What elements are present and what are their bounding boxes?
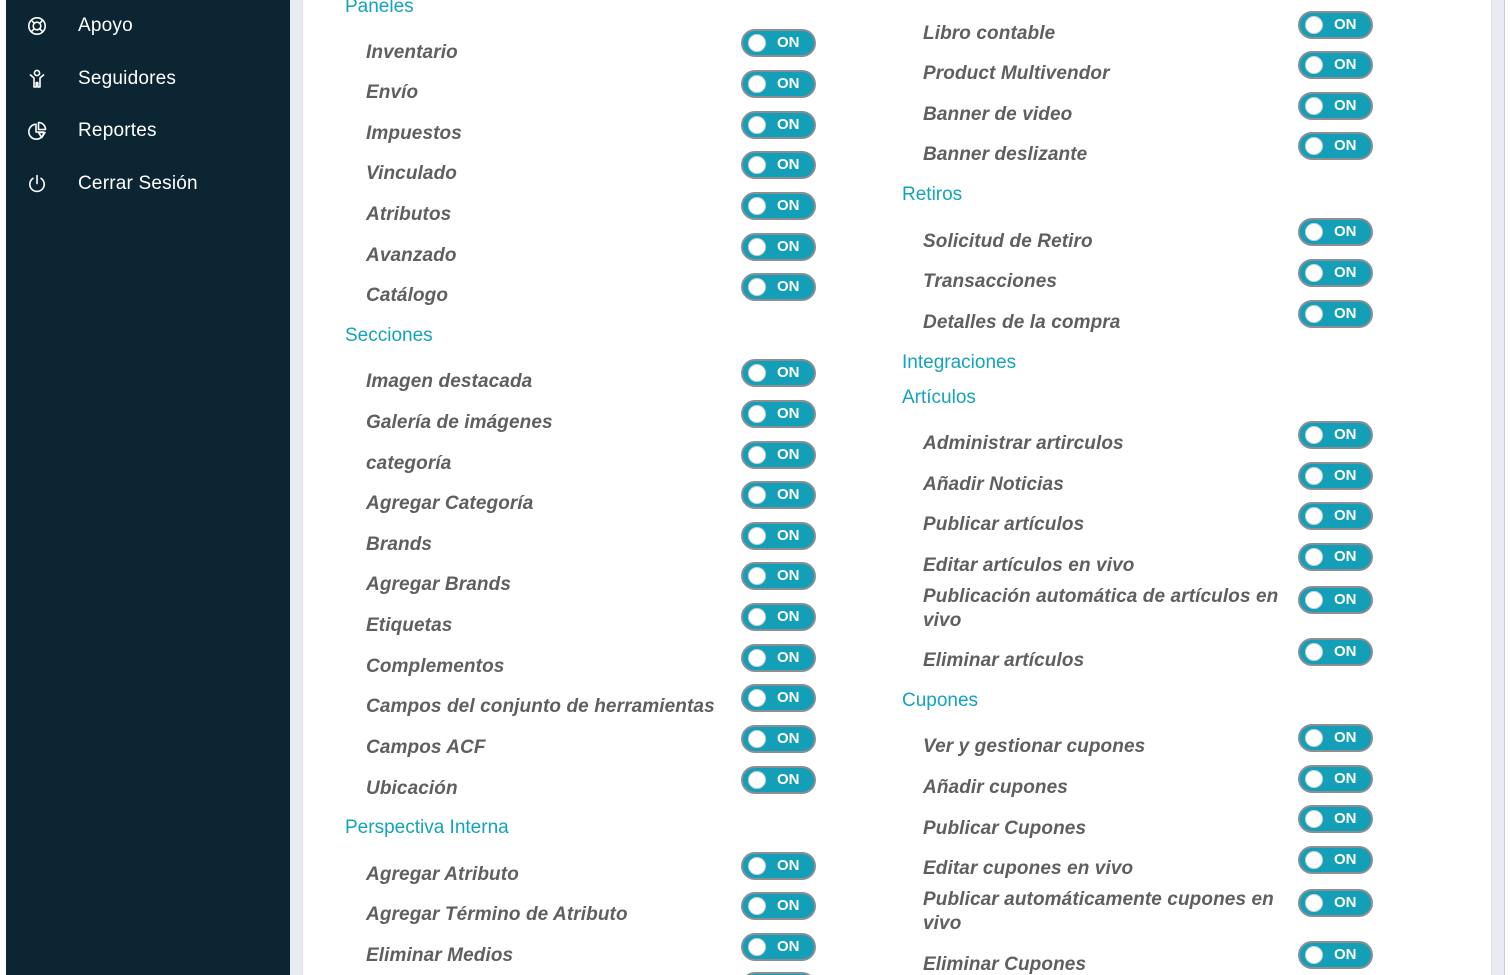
- permission-label: Agregar Categoría: [366, 493, 534, 514]
- permission-label: Añadir Noticias: [923, 474, 1064, 495]
- permission-toggle-anadir-cupones[interactable]: [1298, 765, 1373, 793]
- permission-label: Banner deslizante: [923, 144, 1088, 165]
- toggle-knob: [748, 857, 766, 875]
- toggle-knob: [748, 34, 766, 52]
- permission-toggle-impuestos[interactable]: [741, 111, 816, 139]
- permission-toggle-publicar-auto-cupones[interactable]: [1298, 889, 1373, 917]
- toggle-state: ON: [777, 405, 800, 422]
- toggle-state: ON: [1334, 810, 1357, 827]
- toggle-state: ON: [1334, 56, 1357, 73]
- permission-label: Avanzado: [366, 245, 457, 266]
- sidebar-item-reportes[interactable]: [6, 109, 290, 153]
- toggle-knob: [748, 405, 766, 423]
- permission-toggle-ubicacion[interactable]: [741, 766, 816, 794]
- permission-toggle-agregar-categoria[interactable]: [741, 481, 816, 509]
- permission-label: Ver y gestionar cupones: [923, 736, 1146, 757]
- toggle-state: ON: [777, 278, 800, 295]
- toggle-knob: [748, 649, 766, 667]
- permission-toggle-transacciones[interactable]: [1298, 259, 1373, 287]
- toggle-knob: [1305, 426, 1323, 444]
- permission-label: Eliminar Cupones: [923, 954, 1087, 975]
- toggle-knob: [1305, 894, 1323, 912]
- permission-toggle-editar-articulos[interactable]: [1298, 543, 1373, 571]
- toggle-knob: [1305, 729, 1323, 747]
- permission-toggle-publicacion-automatica-articulos[interactable]: [1298, 586, 1373, 614]
- toggle-state: ON: [1334, 548, 1357, 565]
- sidebar-item-apoyo[interactable]: [6, 4, 290, 48]
- toggle-knob: [748, 486, 766, 504]
- section-heading-cupones: Cupones: [902, 690, 979, 711]
- permission-toggle-agregar-brands[interactable]: [741, 562, 816, 590]
- permission-toggle-inventario[interactable]: [741, 29, 816, 57]
- permission-label: Eliminar artículos: [923, 650, 1085, 671]
- permission-toggle-eliminar-articulos[interactable]: [1298, 638, 1373, 666]
- toggle-knob: [1305, 548, 1323, 566]
- permission-label: Brands: [366, 534, 433, 555]
- permission-label: Publicar automáticamente cupones en vivo: [923, 889, 1274, 934]
- permission-toggle-eliminar-medios[interactable]: [741, 933, 816, 961]
- toggle-knob: [748, 897, 766, 915]
- toggle-state: ON: [777, 156, 800, 173]
- permission-toggle-banner-deslizante[interactable]: [1298, 132, 1373, 160]
- toggle-state: ON: [1334, 223, 1357, 240]
- toggle-state: ON: [777, 34, 800, 51]
- toggle-state: ON: [777, 730, 800, 747]
- toggle-knob: [1305, 56, 1323, 74]
- permission-toggle-ver-cupones[interactable]: [1298, 724, 1373, 752]
- toggle-knob: [1305, 851, 1323, 869]
- toggle-knob: [748, 116, 766, 134]
- permission-label: Imagen destacada: [366, 371, 533, 392]
- toggle-state: ON: [777, 771, 800, 788]
- permission-toggle-imagen-destacada[interactable]: [741, 359, 816, 387]
- permission-label: Product Multivendor: [923, 63, 1110, 84]
- toggle-knob: [748, 689, 766, 707]
- toggle-knob: [748, 197, 766, 215]
- permission-toggle-campos-herramientas[interactable]: [741, 684, 816, 712]
- toggle-state: ON: [777, 527, 800, 544]
- permission-label: Detalles de la compra: [923, 312, 1121, 333]
- section-heading-retiros: Retiros: [902, 184, 963, 205]
- permission-toggle-catalogo[interactable]: [741, 273, 816, 301]
- permission-toggle-categoria[interactable]: [741, 441, 816, 469]
- permission-label: Editar cupones en vivo: [923, 858, 1134, 879]
- permission-label: Solicitud de Retiro: [923, 231, 1093, 252]
- toggle-knob: [748, 156, 766, 174]
- toggle-state: ON: [777, 486, 800, 503]
- toggle-knob: [1305, 137, 1323, 155]
- toggle-knob: [1305, 591, 1323, 609]
- permission-toggle-detalles-compra[interactable]: [1298, 300, 1373, 328]
- content-gutter-left: [290, 0, 303, 975]
- permission-label: categoría: [366, 453, 452, 474]
- toggle-knob: [1305, 264, 1323, 282]
- section-heading-articulos: Artículos: [902, 387, 976, 408]
- toggle-state: ON: [1334, 16, 1357, 33]
- permission-label: Libro contable: [923, 23, 1056, 44]
- permission-label: Inventario: [366, 42, 458, 63]
- permission-toggle-brands[interactable]: [741, 522, 816, 550]
- permission-label: Atributos: [366, 204, 452, 225]
- sidebar-item-seguidores[interactable]: [6, 57, 290, 101]
- permission-label: Ubicación: [366, 778, 458, 799]
- toggle-state: ON: [1334, 467, 1357, 484]
- permission-label: Complementos: [366, 656, 505, 677]
- permission-label: Campos del conjunto de herramientas: [366, 696, 715, 717]
- permission-toggle-galeria[interactable]: [741, 400, 816, 428]
- permission-label: Editar artículos en vivo: [923, 555, 1135, 576]
- permission-label: Galería de imágenes: [366, 412, 553, 433]
- permission-label: Publicación automática de artículos en vivo: [923, 586, 1279, 631]
- permission-label: Publicar Cupones: [923, 818, 1087, 839]
- toggle-state: ON: [777, 116, 800, 133]
- toggle-knob: [1305, 97, 1323, 115]
- toggle-state: ON: [777, 364, 800, 381]
- toggle-state: ON: [1334, 770, 1357, 787]
- permission-label: Publicar artículos: [923, 514, 1085, 535]
- power-icon: [26, 173, 48, 195]
- toggle-knob: [1305, 223, 1323, 241]
- toggle-state: ON: [777, 897, 800, 914]
- permission-toggle-campos-acf[interactable]: [741, 725, 816, 753]
- toggle-knob: [1305, 16, 1323, 34]
- permission-toggle-agregar-termino[interactable]: [741, 892, 816, 920]
- toggle-knob: [748, 730, 766, 748]
- permission-toggle-product-multivendor[interactable]: [1298, 51, 1373, 79]
- toggle-knob: [1305, 507, 1323, 525]
- toggle-knob: [1305, 946, 1323, 964]
- permission-toggle-atributos[interactable]: [741, 192, 816, 220]
- toggle-state: ON: [777, 446, 800, 463]
- toggle-state: ON: [1334, 643, 1357, 660]
- permission-toggle-etiquetas[interactable]: [741, 603, 816, 631]
- permission-label: Campos ACF: [366, 737, 486, 758]
- permission-label: Eliminar Medios: [366, 945, 514, 966]
- toggle-state: ON: [1334, 426, 1357, 443]
- permission-toggle-vinculado[interactable]: [741, 151, 816, 179]
- toggle-knob: [748, 527, 766, 545]
- permission-label: Etiquetas: [366, 615, 453, 636]
- sidebar-item-label: Reportes: [78, 120, 157, 141]
- permissions-panel: [303, 0, 1491, 975]
- permission-toggle-administrar-articulos[interactable]: [1298, 421, 1373, 449]
- toggle-knob: [1305, 467, 1323, 485]
- permission-toggle-complementos[interactable]: [741, 644, 816, 672]
- section-heading-secciones: Secciones: [345, 325, 433, 346]
- toggle-knob: [748, 238, 766, 256]
- sidebar-item-label: Apoyo: [78, 15, 133, 36]
- permission-label: Agregar Brands: [366, 574, 511, 595]
- person-icon: [26, 68, 48, 90]
- permission-label: Banner de video: [923, 104, 1073, 125]
- permission-toggle-agregar-atributo[interactable]: [741, 852, 816, 880]
- permission-toggle-banner-video[interactable]: [1298, 92, 1373, 120]
- sidebar-item-label: Cerrar Sesión: [78, 173, 198, 194]
- permission-toggle-publicar-cupones[interactable]: [1298, 805, 1373, 833]
- sidebar-item-cerrar-sesion[interactable]: [6, 162, 290, 206]
- permission-toggle-editar-cupones[interactable]: [1298, 846, 1373, 874]
- toggle-knob: [748, 771, 766, 789]
- permission-label: Transacciones: [923, 271, 1058, 292]
- permission-toggle-publicar-articulos[interactable]: [1298, 502, 1373, 530]
- permission-toggle-solicitud-retiro[interactable]: [1298, 218, 1373, 246]
- window-edge: [1505, 0, 1510, 975]
- permission-label: Envío: [366, 82, 419, 103]
- toggle-state: ON: [777, 567, 800, 584]
- toggle-state: ON: [1334, 305, 1357, 322]
- toggle-state: ON: [1334, 851, 1357, 868]
- section-heading-perspectiva-interna: Perspectiva Interna: [345, 817, 509, 838]
- toggle-state: ON: [777, 689, 800, 706]
- lifebuoy-icon: [26, 15, 48, 37]
- toggle-knob: [748, 608, 766, 626]
- permission-label: Catálogo: [366, 285, 449, 306]
- toggle-knob: [748, 567, 766, 585]
- toggle-knob: [748, 446, 766, 464]
- toggle-state: ON: [1334, 729, 1357, 746]
- permission-toggle-avanzado[interactable]: [741, 233, 816, 261]
- toggle-knob: [748, 278, 766, 296]
- toggle-state: ON: [1334, 97, 1357, 114]
- toggle-state: ON: [1334, 264, 1357, 281]
- toggle-state: ON: [1334, 946, 1357, 963]
- toggle-state: ON: [777, 938, 800, 955]
- permission-label: Agregar Atributo: [366, 864, 519, 885]
- permission-label: Vinculado: [366, 163, 457, 184]
- toggle-state: ON: [777, 238, 800, 255]
- permission-toggle-envio[interactable]: [741, 70, 816, 98]
- toggle-knob: [748, 75, 766, 93]
- permission-label: Agregar Término de Atributo: [366, 904, 628, 925]
- pie-chart-icon: [26, 120, 48, 142]
- permission-label: Añadir cupones: [923, 777, 1068, 798]
- section-heading-paneles: Paneles: [345, 0, 414, 17]
- content-gutter-right: [1491, 0, 1505, 975]
- section-heading-integraciones: Integraciones: [902, 352, 1017, 373]
- toggle-state: ON: [1334, 894, 1357, 911]
- permission-label: Impuestos: [366, 123, 462, 144]
- permission-toggle-libro-contable[interactable]: [1298, 11, 1373, 39]
- permission-toggle-eliminar-cupones[interactable]: [1298, 941, 1373, 969]
- permission-label: Administrar artirculos: [923, 433, 1124, 454]
- toggle-state: ON: [1334, 137, 1357, 154]
- toggle-state: ON: [777, 197, 800, 214]
- toggle-state: ON: [777, 75, 800, 92]
- toggle-state: ON: [1334, 507, 1357, 524]
- sidebar-item-label: Seguidores: [78, 68, 177, 89]
- sidebar: [6, 0, 290, 975]
- toggle-knob: [1305, 305, 1323, 323]
- toggle-state: ON: [1334, 591, 1357, 608]
- toggle-knob: [1305, 770, 1323, 788]
- permission-toggle-anadir-noticias[interactable]: [1298, 462, 1373, 490]
- toggle-knob: [1305, 643, 1323, 661]
- toggle-state: ON: [777, 857, 800, 874]
- toggle-knob: [1305, 810, 1323, 828]
- toggle-knob: [748, 364, 766, 382]
- toggle-state: ON: [777, 649, 800, 666]
- toggle-knob: [748, 938, 766, 956]
- toggle-state: ON: [777, 608, 800, 625]
